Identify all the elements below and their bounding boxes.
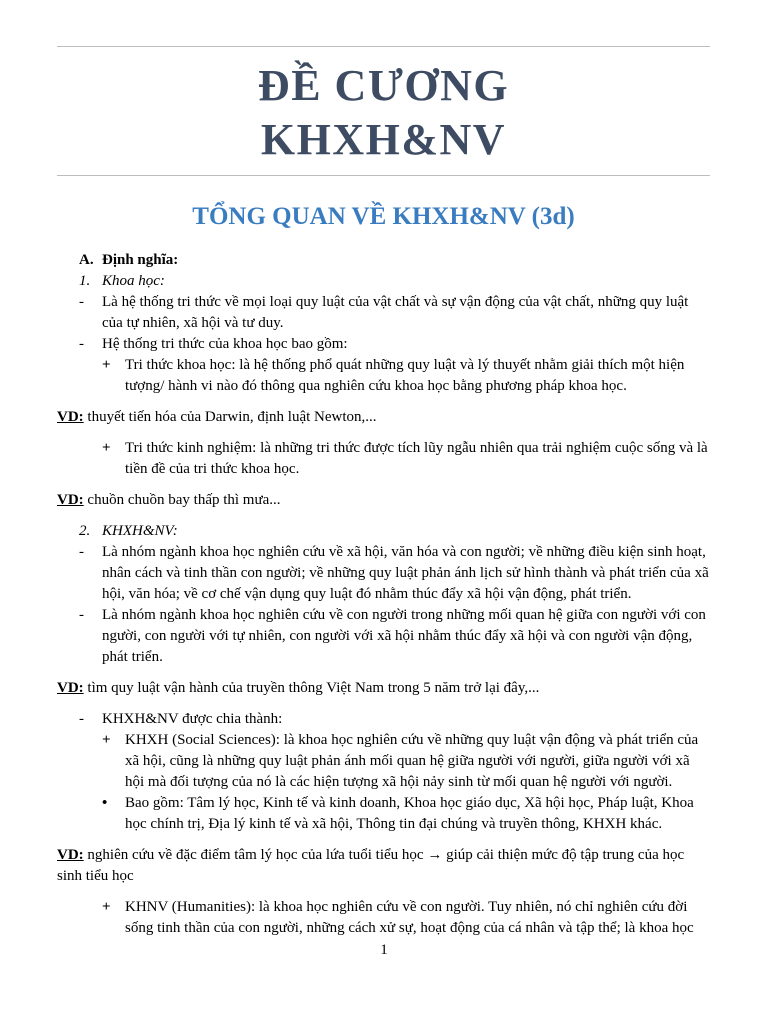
dot-marker: • bbox=[102, 795, 108, 811]
example-paragraph bbox=[57, 678, 712, 699]
dash-marker: - bbox=[79, 711, 84, 727]
list-item bbox=[57, 542, 712, 605]
section-a-marker: A. bbox=[79, 252, 94, 268]
section-heading: TỔNG QUAN VỀ KHXH&NV (3d) bbox=[192, 203, 575, 230]
example-paragraph bbox=[57, 845, 712, 887]
list-item bbox=[57, 292, 712, 334]
sub-list-item bbox=[57, 438, 712, 480]
item-2-text: KHXH&NV: bbox=[102, 523, 178, 539]
page-number: 1 bbox=[380, 942, 388, 958]
plus-marker: + bbox=[102, 440, 111, 456]
example-label: VD: bbox=[57, 409, 84, 425]
section-a-heading bbox=[57, 250, 712, 271]
list-item-text: Là hệ thống tri thức về mọi loại quy luật của vật chất và sự vận động của vật chất, những quy luật của tự nhiên, xã hội và tư duy. bbox=[102, 294, 689, 331]
plus-marker: + bbox=[102, 899, 111, 915]
item-2-marker: 2. bbox=[79, 523, 91, 539]
document-body bbox=[57, 250, 712, 939]
sub-list-item bbox=[57, 897, 712, 939]
dash-marker: - bbox=[79, 607, 84, 623]
list-item-text: Là nhóm ngành khoa học nghiên cứu về xã hội, văn hóa và con người; về những điều kiện sinh hoạt, nhân cách và tinh thần con người; về những quy luật phản ánh lịch sử hình thành và phát triển của xã hội, văn hóa; về cơ chế vận dụng quy luật đó nhằm thúc đẩy xã hội vận động, phát triển. bbox=[102, 544, 709, 602]
example-text: thuyết tiến hóa của Darwin, định luật Newton,... bbox=[83, 409, 377, 425]
example-paragraph bbox=[57, 490, 712, 511]
item-1-marker: 1. bbox=[79, 273, 91, 289]
sub-list-item-text: KHXH (Social Sciences): là khoa học nghiên cứu về những quy luật vận động và phát triển của xã hội, cũng là những quy luật phản ánh mối quan hệ giữa người với người, giữa người với xã hội mà đối tượng của nó là các hiện tượng xã hội nảy sinh từ mối quan hệ người với người. bbox=[125, 732, 699, 790]
item-1-text: Khoa học: bbox=[102, 273, 165, 289]
sub-list-item-text: KHNV (Humanities): là khoa học nghiên cứu về con người. Tuy nhiên, nó chỉ nghiên cứu đời sống tinh thần của con người, những cách xử sự, hoạt động của cá nhân và tập thể; là khoa học bbox=[125, 899, 694, 936]
example-label: VD: bbox=[57, 492, 84, 508]
top-rule bbox=[57, 46, 710, 47]
item-2-heading bbox=[57, 521, 712, 542]
example-paragraph bbox=[57, 407, 712, 428]
document-title bbox=[57, 59, 710, 167]
sub-list-item bbox=[57, 355, 712, 397]
sub-list-item-text: Tri thức khoa học: là hệ thống phổ quát những quy luật và lý thuyết nhằm giải thích một hiện tượng/ hành vi nào đó thông qua nghiên cứu khoa học bằng phương pháp khoa học. bbox=[125, 357, 685, 394]
list-item-text: Là nhóm ngành khoa học nghiên cứu về con người trong những mối quan hệ giữa con người với con người, con người với tự nhiên, con người với xã hội nhằm thúc đẩy xã hội và con người vận động, phát triển. bbox=[102, 607, 706, 665]
sub-list-item bbox=[57, 730, 712, 793]
example-text: nghiên cứu về đặc điểm tâm lý học của lứa tuổi tiểu học → giúp cải thiện mức độ tập trung của học sinh tiểu học bbox=[57, 847, 685, 884]
sub-list-item-text: Tri thức kinh nghiệm: là những tri thức được tích lũy ngẫu nhiên qua trải nghiệm cuộc sống và là tiền đề của tri thức khoa học. bbox=[125, 440, 708, 477]
section-a-text: Định nghĩa: bbox=[102, 252, 179, 268]
example-text: chuồn chuồn bay thấp thì mưa... bbox=[83, 492, 281, 508]
sub-list-item bbox=[57, 793, 712, 835]
plus-marker: + bbox=[102, 357, 111, 373]
list-item-text: Hệ thống tri thức của khoa học bao gồm: bbox=[102, 336, 348, 352]
dash-marker: - bbox=[79, 336, 84, 352]
plus-marker: + bbox=[102, 732, 111, 748]
sub-list-item-text: Bao gồm: Tâm lý học, Kinh tế và kinh doanh, Khoa học giáo dục, Xã hội học, Pháp luật, Khoa học chính trị, Địa lý kinh tế và xã hội, Thông tin đại chúng và truyền thông, KHXH khác. bbox=[125, 795, 694, 832]
dash-marker: - bbox=[79, 294, 84, 310]
example-label: VD: bbox=[57, 680, 84, 696]
list-item-text: KHXH&NV được chia thành: bbox=[102, 711, 283, 727]
list-item bbox=[57, 605, 712, 668]
dash-marker: - bbox=[79, 544, 84, 560]
example-label: VD: bbox=[57, 847, 84, 863]
title-line-2: KHXH&NV bbox=[260, 115, 507, 164]
example-text: tìm quy luật vận hành của truyền thông Việt Nam trong 5 năm trở lại đây,... bbox=[83, 680, 540, 696]
list-item bbox=[57, 709, 712, 730]
bottom-rule bbox=[57, 175, 710, 176]
title-line-1: ĐỀ CƯƠNG bbox=[257, 61, 510, 110]
item-1-heading bbox=[57, 271, 712, 292]
list-item bbox=[57, 334, 712, 355]
